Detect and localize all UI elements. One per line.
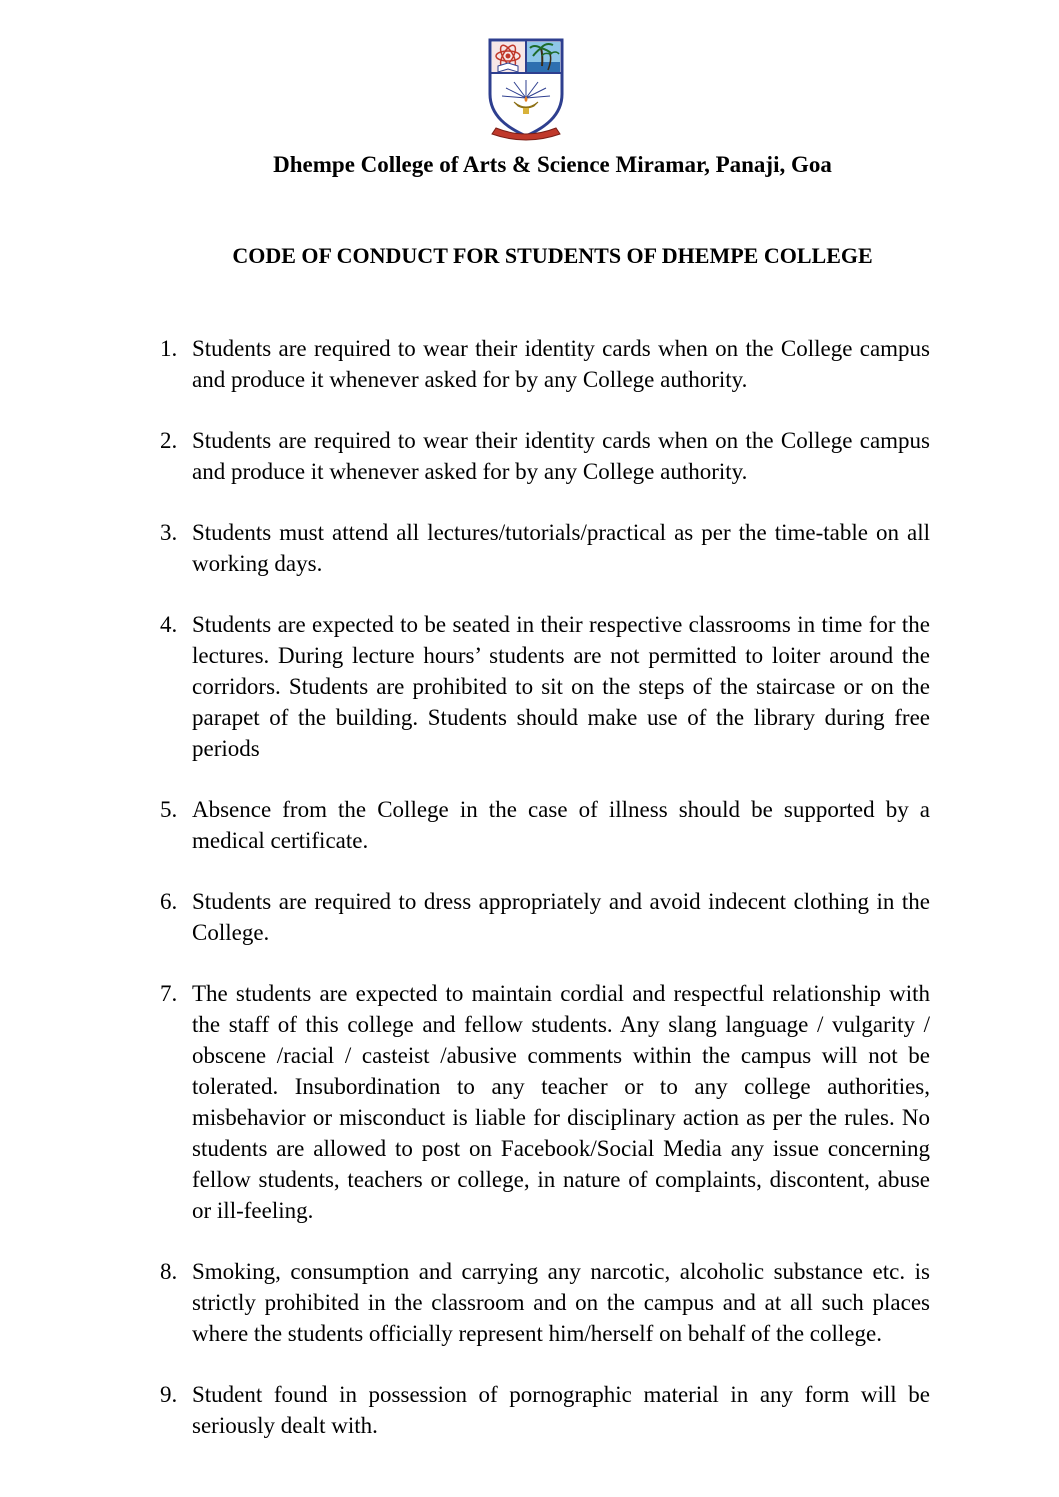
rule-text: Students are required to wear their identity cards when on the College campus and produce it whenever asked for by any College authority.: [192, 336, 930, 392]
rules-list: [150, 333, 930, 1471]
rule-number: 4.: [160, 612, 178, 637]
rule-text: Smoking, consumption and carrying any narcotic, alcoholic substance etc. is strictly prohibited in the classroom and on the campus and at all such places where the students officially represent him/herself on behalf of the college.: [192, 1259, 930, 1346]
college-crest-logo: [486, 36, 566, 142]
rule-item: [150, 333, 930, 395]
rule-item: [150, 1379, 930, 1441]
rule-item: [150, 794, 930, 856]
rule-item: [150, 978, 930, 1226]
rule-number: 3.: [160, 520, 178, 545]
rule-item: [150, 609, 930, 764]
rule-number: 6.: [160, 889, 178, 914]
document-title: CODE OF CONDUCT FOR STUDENTS OF DHEMPE COLLEGE: [232, 243, 873, 268]
rule-number: 1.: [160, 336, 178, 361]
rule-text: Student found in possession of pornographic material in any form will be seriously dealt with.: [192, 1382, 930, 1438]
rule-number: 9.: [160, 1382, 178, 1407]
rule-item: [150, 425, 930, 487]
rule-text: Absence from the College in the case of illness should be supported by a medical certificate.: [192, 797, 930, 853]
rule-text: Students are required to wear their identity cards when on the College campus and produce it whenever asked for by any College authority.: [192, 428, 930, 484]
rule-text: Students are expected to be seated in their respective classrooms in time for the lectures. During lecture hours’ students are not permitted to loiter around the corridors. Students are prohibited to sit on the steps of the staircase or on the parapet of the building. Students should make use of the library during free periods: [192, 612, 930, 761]
rule-item: [150, 1256, 930, 1349]
rule-text: Students are required to dress appropriately and avoid indecent clothing in the College.: [192, 889, 930, 945]
rule-text: Students must attend all lectures/tutorials/practical as per the time-table on all working days.: [192, 520, 930, 576]
rule-text: The students are expected to maintain cordial and respectful relationship with the staff of this college and fellow students. Any slang language / vulgarity / obscene /racial / casteist /abusive comments within the campus will not be tolerated. Insubordination to any teacher or to any college authorities, misbehavior or misconduct is liable for disciplinary action as per the rules. No students are allowed to post on Facebook/Social Media any issue concerning fellow students, teachers or college, in nature of complaints, discontent, abuse or ill-feeling.: [192, 981, 930, 1223]
rule-item: [150, 517, 930, 579]
rule-number: 7.: [160, 981, 178, 1006]
college-name: Dhempe College of Arts & Science Miramar, Panaji, Goa: [273, 152, 832, 177]
rule-number: 2.: [160, 428, 178, 453]
rule-number: 5.: [160, 797, 178, 822]
rule-item: [150, 886, 930, 948]
rule-number: 8.: [160, 1259, 178, 1284]
